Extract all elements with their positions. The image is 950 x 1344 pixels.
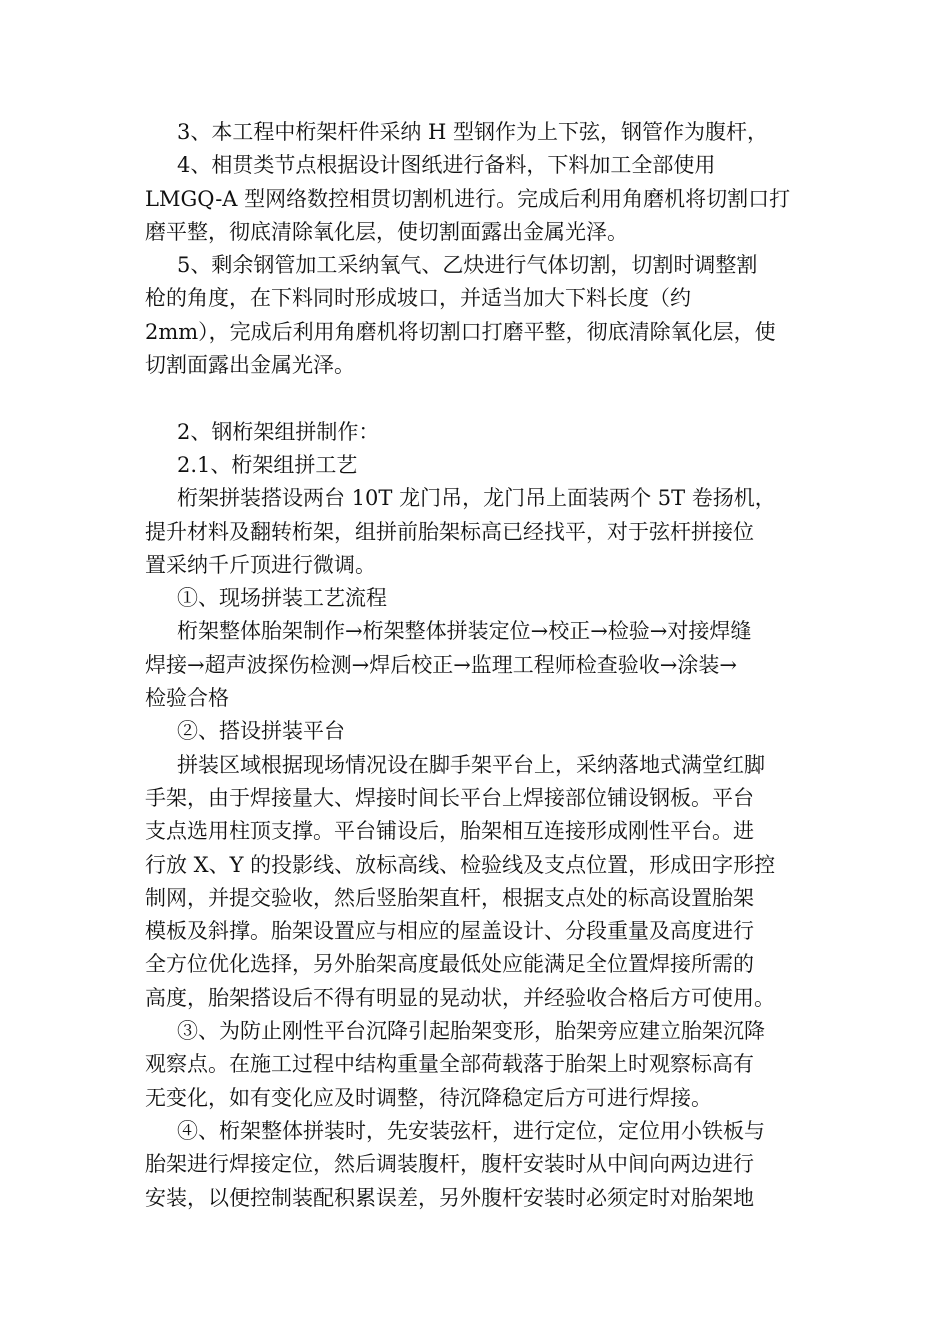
paragraph-line: 焊接→超声波探伤检测→焊后校正→监理工程师检查验收→涂装→ xyxy=(145,652,737,677)
step-heading-1: ①、现场拼装工艺流程 xyxy=(177,586,387,611)
paragraph-line: 无变化，如有变化应及时调整，待沉降稳定后方可进行焊接。 xyxy=(145,1085,712,1110)
paragraph-item-3 xyxy=(145,116,817,149)
paragraph-item-5 xyxy=(145,249,817,382)
paragraph-line: 桁架整体胎架制作→桁架整体拼装定位→校正→检验→对接焊缝 xyxy=(177,619,752,644)
paragraph-line: 4、相贯类节点根据设计图纸进行备料，下料加工全部使用 xyxy=(177,153,716,178)
paragraph-line: 支点选用柱顶支撑。平台铺设后，胎架相互连接形成刚性平台。进 xyxy=(145,819,754,844)
paragraph-item-4 xyxy=(145,149,817,249)
paragraph-line: ④、桁架整体拼装时，先安装弦杆，进行定位，定位用小铁板与 xyxy=(177,1118,765,1143)
paragraph-process-flow xyxy=(145,615,817,715)
paragraph-line: 模板及斜撑。胎架设置应与相应的屋盖设计、分段重量及高度进行 xyxy=(145,919,754,944)
paragraph-line: 观察点。在施工过程中结构重量全部荷载落于胎架上时观察标高有 xyxy=(145,1052,754,1077)
document-page xyxy=(145,116,817,1215)
paragraph-line: 手架，由于焊接量大、焊接时间长平台上焊接部位铺设钢板。平台 xyxy=(145,785,754,810)
paragraph-gantry xyxy=(145,482,817,582)
paragraph-step-3 xyxy=(145,1015,817,1115)
paragraph-line: 胎架进行焊接定位，然后调装腹杆，腹杆安装时从中间向两边进行 xyxy=(145,1152,754,1177)
step-heading-2: ②、搭设拼装平台 xyxy=(177,719,345,744)
paragraph-line: 桁架拼装搭设两台 10T 龙门吊，龙门吊上面装两个 5T 卷扬机， xyxy=(177,486,776,511)
paragraph-line: 全方位优化选择，另外胎架高度最低处应能满足全位置焊接所需的 xyxy=(145,952,754,977)
paragraph-line: 枪的角度，在下料同时形成坡口，并适当加大下料长度（约 xyxy=(145,286,691,311)
paragraph-line: 2mm），完成后利用角磨机将切割口打磨平整，彻底清除氧化层，使 xyxy=(145,319,776,344)
paragraph-line: 5、剩余钢管加工采纳氧气、乙炔进行气体切割，切割时调整割 xyxy=(177,253,758,278)
paragraph-line: 高度，胎架搭设后不得有明显的晃动状，并经验收合格后方可使用。 xyxy=(145,985,775,1010)
paragraph-line: 拼装区域根据现场情况设在脚手架平台上，采纳落地式满堂红脚 xyxy=(177,752,765,777)
paragraph-line: 安装，以便控制装配积累误差，另外腹杆安装时必须定时对胎架地 xyxy=(145,1185,754,1210)
paragraph-platform xyxy=(145,749,817,1015)
subsection-heading: 2.1、桁架组拼工艺 xyxy=(177,452,358,477)
paragraph-line: 制网，并提交验收，然后竖胎架直杆，根据支点处的标高设置胎架 xyxy=(145,885,754,910)
paragraph-line: 3、本工程中桁架杆件采纳 H 型钢作为上下弦，钢管作为腹杆， xyxy=(177,120,769,144)
paragraph-line: 置采纳千斤顶进行微调。 xyxy=(145,552,376,577)
paragraph-line: 切割面露出金属光泽。 xyxy=(145,353,355,378)
section-heading: 2、钢桁架组拼制作： xyxy=(177,419,380,444)
paragraph-line: 行放 X、Y 的投影线、放标高线、检验线及支点位置，形成田字形控 xyxy=(145,852,776,877)
paragraph-line: LMGQ-A 型网络数控相贯切割机进行。完成后利用角磨机将切割口打 xyxy=(145,186,791,211)
paragraph-line: 提升材料及翻转桁架，组拼前胎架标高已经找平，对于弦杆拼接位 xyxy=(145,519,754,544)
section-gap xyxy=(145,382,817,415)
paragraph-step-4 xyxy=(145,1115,817,1215)
paragraph-line: ③、为防止刚性平台沉降引起胎架变形，胎架旁应建立胎架沉降 xyxy=(177,1019,765,1044)
paragraph-line: 检验合格 xyxy=(145,686,229,711)
paragraph-line: 磨平整，彻底清除氧化层，使切割面露出金属光泽。 xyxy=(145,219,628,244)
